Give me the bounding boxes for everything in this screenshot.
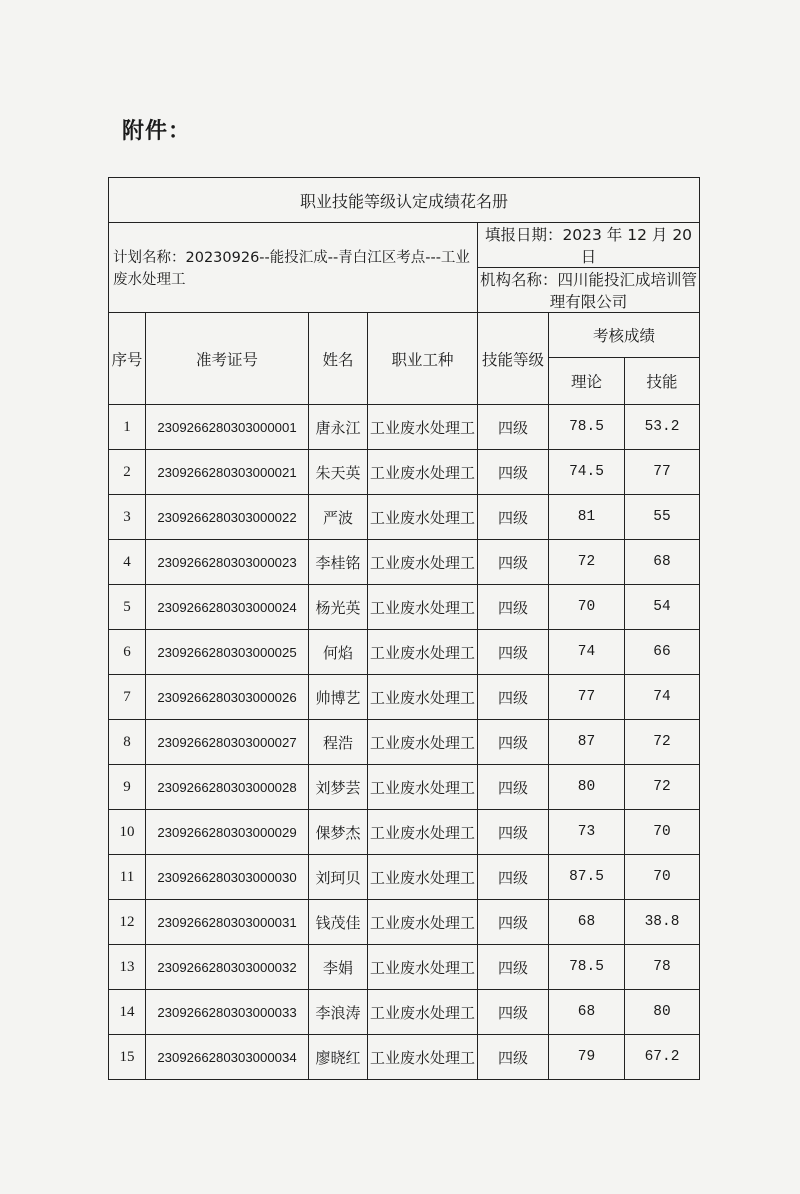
header-theory: 理论: [549, 358, 625, 405]
row-seq: 2: [109, 450, 146, 495]
row-exam-id: 2309266280303000026: [146, 675, 309, 720]
row-level: 四级: [478, 585, 549, 630]
row-level: 四级: [478, 540, 549, 585]
row-skill: 70: [625, 810, 700, 855]
row-occupation: 工业废水处理工: [368, 855, 478, 900]
row-skill: 68: [625, 540, 700, 585]
row-exam-id: 2309266280303000029: [146, 810, 309, 855]
table-row: [109, 1035, 700, 1080]
row-name: 李桂铭: [309, 540, 368, 585]
row-occupation: 工业废水处理工: [368, 495, 478, 540]
table-row: [109, 450, 700, 495]
row-seq: 3: [109, 495, 146, 540]
row-seq: 1: [109, 405, 146, 450]
row-level: 四级: [478, 990, 549, 1035]
row-level: 四级: [478, 495, 549, 540]
score-roster-table: [108, 177, 700, 1080]
row-name: 李浪涛: [309, 990, 368, 1035]
row-occupation: 工业废水处理工: [368, 630, 478, 675]
row-skill: 53.2: [625, 405, 700, 450]
row-exam-id: 2309266280303000024: [146, 585, 309, 630]
row-level: 四级: [478, 855, 549, 900]
row-occupation: 工业废水处理工: [368, 1035, 478, 1080]
row-name: 严波: [309, 495, 368, 540]
table-row: [109, 405, 700, 450]
row-name: 刘梦芸: [309, 765, 368, 810]
row-level: 四级: [478, 630, 549, 675]
row-occupation: 工业废水处理工: [368, 720, 478, 765]
row-skill: 70: [625, 855, 700, 900]
row-theory: 74.5: [549, 450, 625, 495]
row-occupation: 工业废水处理工: [368, 990, 478, 1035]
attachment-label: 附件：: [122, 119, 192, 144]
table-row: [109, 720, 700, 765]
row-skill: 54: [625, 585, 700, 630]
org-name: 机构名称：四川能投汇成培训管理有限公司: [478, 268, 700, 313]
row-name: 何焰: [309, 630, 368, 675]
row-name: 倮梦杰: [309, 810, 368, 855]
row-name: 廖晓红: [309, 1035, 368, 1080]
row-seq: 15: [109, 1035, 146, 1080]
row-theory: 87.5: [549, 855, 625, 900]
row-seq: 8: [109, 720, 146, 765]
row-theory: 74: [549, 630, 625, 675]
table-row: [109, 630, 700, 675]
row-exam-id: 2309266280303000034: [146, 1035, 309, 1080]
row-skill: 72: [625, 765, 700, 810]
table-row: [109, 585, 700, 630]
row-seq: 7: [109, 675, 146, 720]
row-level: 四级: [478, 405, 549, 450]
row-skill: 78: [625, 945, 700, 990]
row-name: 刘珂贝: [309, 855, 368, 900]
row-skill: 80: [625, 990, 700, 1035]
row-level: 四级: [478, 765, 549, 810]
header-level: 技能等级: [478, 313, 549, 405]
row-name: 钱茂佳: [309, 900, 368, 945]
row-theory: 78.5: [549, 945, 625, 990]
row-exam-id: 2309266280303000001: [146, 405, 309, 450]
row-seq: 10: [109, 810, 146, 855]
header-score-group: 考核成绩: [549, 313, 700, 358]
row-occupation: 工业废水处理工: [368, 900, 478, 945]
header-occupation: 职业工种: [368, 313, 478, 405]
row-occupation: 工业废水处理工: [368, 450, 478, 495]
row-seq: 4: [109, 540, 146, 585]
row-skill: 55: [625, 495, 700, 540]
row-level: 四级: [478, 675, 549, 720]
fill-date: 填报日期：2023 年 12 月 20 日: [478, 223, 700, 268]
table-row: [109, 945, 700, 990]
row-occupation: 工业废水处理工: [368, 585, 478, 630]
row-theory: 68: [549, 900, 625, 945]
row-occupation: 工业废水处理工: [368, 540, 478, 585]
row-name: 程浩: [309, 720, 368, 765]
row-level: 四级: [478, 810, 549, 855]
row-theory: 72: [549, 540, 625, 585]
row-exam-id: 2309266280303000023: [146, 540, 309, 585]
header-name: 姓名: [309, 313, 368, 405]
row-skill: 72: [625, 720, 700, 765]
row-seq: 14: [109, 990, 146, 1035]
row-occupation: 工业废水处理工: [368, 945, 478, 990]
row-exam-id: 2309266280303000033: [146, 990, 309, 1035]
table-title: 职业技能等级认定成绩花名册: [109, 178, 700, 223]
plan-name: 计划名称：20230926--能投汇成--青白江区考点---工业废水处理工: [109, 223, 478, 313]
row-name: 唐永江: [309, 405, 368, 450]
row-occupation: 工业废水处理工: [368, 810, 478, 855]
row-theory: 70: [549, 585, 625, 630]
row-exam-id: 2309266280303000027: [146, 720, 309, 765]
row-name: 帅博艺: [309, 675, 368, 720]
row-level: 四级: [478, 450, 549, 495]
row-exam-id: 2309266280303000032: [146, 945, 309, 990]
row-occupation: 工业废水处理工: [368, 675, 478, 720]
row-name: 朱天英: [309, 450, 368, 495]
row-exam-id: 2309266280303000030: [146, 855, 309, 900]
row-level: 四级: [478, 720, 549, 765]
row-level: 四级: [478, 1035, 549, 1080]
table-body: [109, 405, 700, 1080]
row-seq: 6: [109, 630, 146, 675]
table-row: [109, 675, 700, 720]
row-skill: 74: [625, 675, 700, 720]
row-exam-id: 2309266280303000021: [146, 450, 309, 495]
row-theory: 87: [549, 720, 625, 765]
row-seq: 5: [109, 585, 146, 630]
row-name: 杨光英: [309, 585, 368, 630]
row-skill: 67.2: [625, 1035, 700, 1080]
row-seq: 13: [109, 945, 146, 990]
row-theory: 77: [549, 675, 625, 720]
row-level: 四级: [478, 900, 549, 945]
row-exam-id: 2309266280303000025: [146, 630, 309, 675]
row-theory: 80: [549, 765, 625, 810]
header-skill: 技能: [625, 358, 700, 405]
row-level: 四级: [478, 945, 549, 990]
table-row: [109, 765, 700, 810]
row-exam-id: 2309266280303000022: [146, 495, 309, 540]
table-row: [109, 900, 700, 945]
row-exam-id: 2309266280303000028: [146, 765, 309, 810]
row-skill: 38.8: [625, 900, 700, 945]
row-seq: 12: [109, 900, 146, 945]
header-exam-id: 准考证号: [146, 313, 309, 405]
header-seq: 序号: [109, 313, 146, 405]
row-occupation: 工业废水处理工: [368, 765, 478, 810]
row-seq: 11: [109, 855, 146, 900]
row-skill: 77: [625, 450, 700, 495]
row-theory: 81: [549, 495, 625, 540]
row-name: 李娟: [309, 945, 368, 990]
table-row: [109, 855, 700, 900]
table-row: [109, 810, 700, 855]
table-row: [109, 495, 700, 540]
table-row: [109, 540, 700, 585]
row-occupation: 工业废水处理工: [368, 405, 478, 450]
row-skill: 66: [625, 630, 700, 675]
row-theory: 68: [549, 990, 625, 1035]
row-theory: 79: [549, 1035, 625, 1080]
row-theory: 73: [549, 810, 625, 855]
row-seq: 9: [109, 765, 146, 810]
row-exam-id: 2309266280303000031: [146, 900, 309, 945]
row-theory: 78.5: [549, 405, 625, 450]
table-row: [109, 990, 700, 1035]
